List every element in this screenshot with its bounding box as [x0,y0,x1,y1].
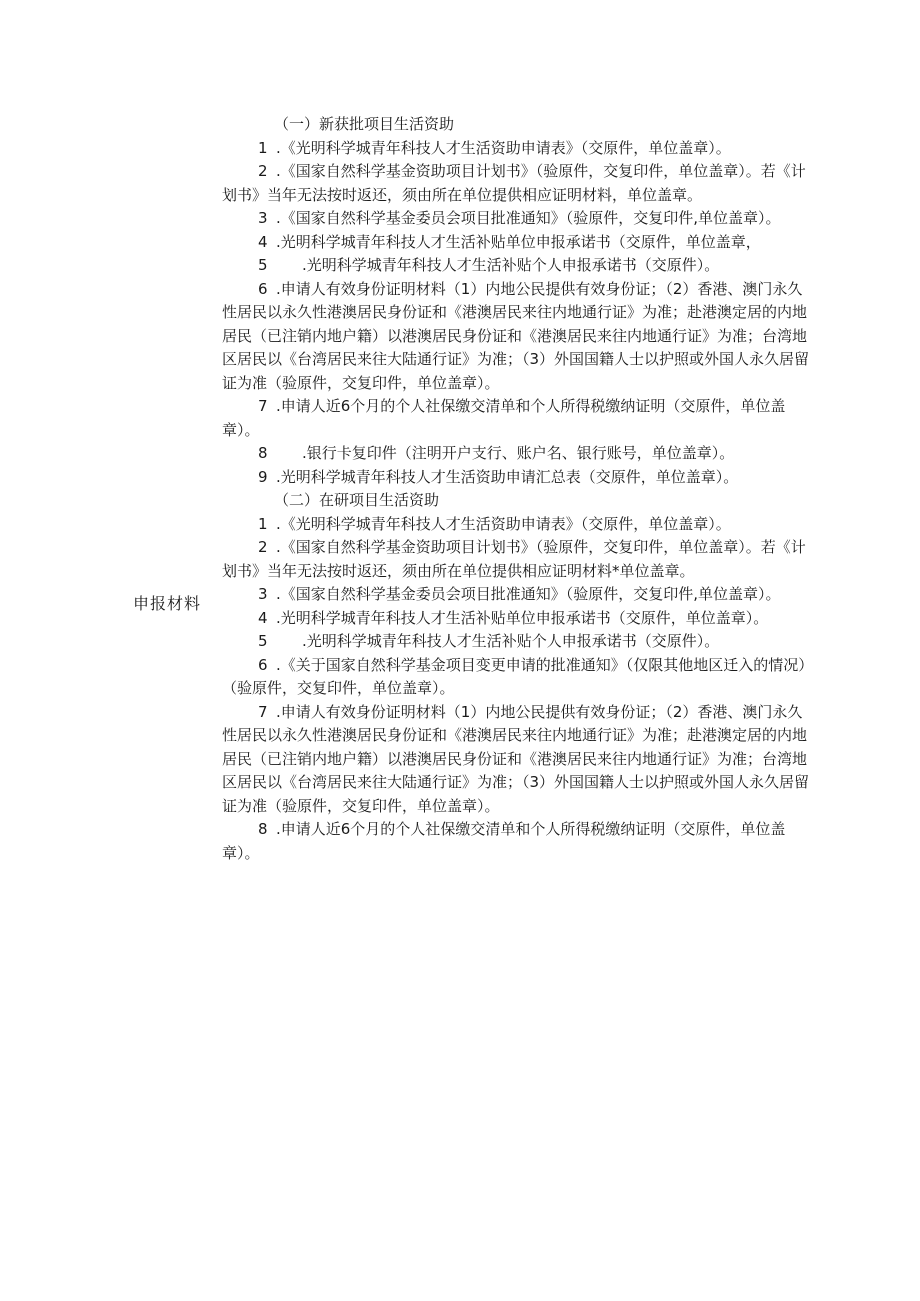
item-number: 5 [258,256,268,274]
item-number: 4 [258,608,268,627]
item-number: 8 [258,444,268,462]
item-text: .申请人有效身份证明材料（1）内地公民提供有效身份证；（2）香港、澳门永久性居民以永久性港澳居民身份证和《港澳居民来往内地通行证》为准；赴港澳定居的内地居民（已注销内地户籍）以港澳居民身份证和《港澳居民来往内地通行证》为准；台湾地区居民以《台湾居民来往大陆通行证》为准；（3）外国国籍人士以护照或外国人永久居留证为准（验原件，交复印件，单位盖章）。 [222,702,810,815]
list-item [222,607,814,631]
list-item [222,137,814,161]
item-number: 6 [258,279,268,298]
list-item [222,395,814,442]
list-item [222,207,814,231]
list-item [222,654,814,701]
item-text: .《国家自然科学基金委员会项目批准通知》（验原件，交复印件,单位盖章）。 [276,209,781,227]
row-label: 申报材料 [133,594,202,613]
list-item [222,254,814,278]
item-number: 9 [258,467,268,486]
list-item [222,513,814,537]
item-text: .光明科学城青年科技人才生活补贴个人申报承诺书（交原件）。 [302,256,720,274]
item-text: .申请人有效身份证明材料（1）内地公民提供有效身份证；（2）香港、澳门永久性居民以永久性港澳居民身份证和《港澳居民来往内地通行证》为准；赴港澳定居的内地居民（已注销内地户籍）以港澳居民身份证和《港澳居民来往内地通行证》为准；台湾地区居民以《台湾居民来往大陆通行证》为准；（3）外国国籍人士以护照或外国人永久居留证为准（验原件，交复印件，单位盖章）。 [222,279,810,392]
section-title: （二）在研项目生活资助 [274,491,440,509]
item-text: .光明科学城青年科技人才生活补贴单位申报承诺书（交原件，单位盖章）。 [276,608,769,627]
list-item [222,231,814,255]
list-item [222,160,814,207]
item-number: 3 [258,585,268,603]
list-item [222,630,814,654]
item-text: .光明科学城青年科技人才生活补贴单位申报承诺书（交原件，单位盖章， [276,232,761,251]
item-text: .光明科学城青年科技人才生活资助申请汇总表（交原件，单位盖章）。 [276,467,739,486]
item-number: 4 [258,232,268,251]
item-text: .光明科学城青年科技人才生活补贴个人申报承诺书（交原件）。 [302,632,720,650]
list-item [222,583,814,607]
item-text: .银行卡复印件（注明开户支行、账户名、银行账号，单位盖章）。 [302,444,735,462]
item-number: 7 [258,397,268,415]
item-text: .《光明科学城青年科技人才生活资助申请表》（交原件，单位盖章）。 [276,138,731,157]
item-text: .申请人近6个月的个人社保缴交清单和个人所得税缴纳证明（交原件，单位盖章）。 [222,820,786,862]
item-number: 2 [258,162,268,180]
item-text: .《国家自然科学基金委员会项目批准通知》（验原件，交复印件,单位盖章）。 [276,585,781,603]
item-number: 1 [258,514,268,533]
item-text: .申请人近6个月的个人社保缴交清单和个人所得税缴纳证明（交原件，单位盖章）。 [222,397,786,439]
item-text: .《关于国家自然科学基金项目变更申请的批准通知》（仅限其他地区迁入的情况）（验原件，交复印件，单位盖章）。 [222,655,814,697]
item-text: .《国家自然科学基金资助项目计划书》（验原件，交复印件，单位盖章）。若《计划书》当年无法按时返还，须由所在单位提供相应证明材料，单位盖章。 [222,162,806,204]
item-number: 8 [258,820,268,838]
item-number: 6 [258,655,268,674]
item-number: 1 [258,138,268,157]
item-text: .《国家自然科学基金资助项目计划书》（验原件，交复印件，单位盖章）。若《计划书》当年无法按时返还，须由所在单位提供相应证明材料*单位盖章。 [222,538,806,580]
list-item [222,701,814,819]
list-item [222,278,814,396]
item-text: .《光明科学城青年科技人才生活资助申请表》（交原件，单位盖章）。 [276,514,731,533]
list-item [222,442,814,466]
list-item [222,536,814,583]
item-number: 7 [258,702,268,721]
section-title: （一）新获批项目生活资助 [274,115,455,133]
list-item [222,466,814,490]
list-item [222,818,814,865]
item-number: 5 [258,632,268,650]
materials-content [222,113,814,865]
item-number: 3 [258,209,268,227]
item-number: 2 [258,538,268,556]
